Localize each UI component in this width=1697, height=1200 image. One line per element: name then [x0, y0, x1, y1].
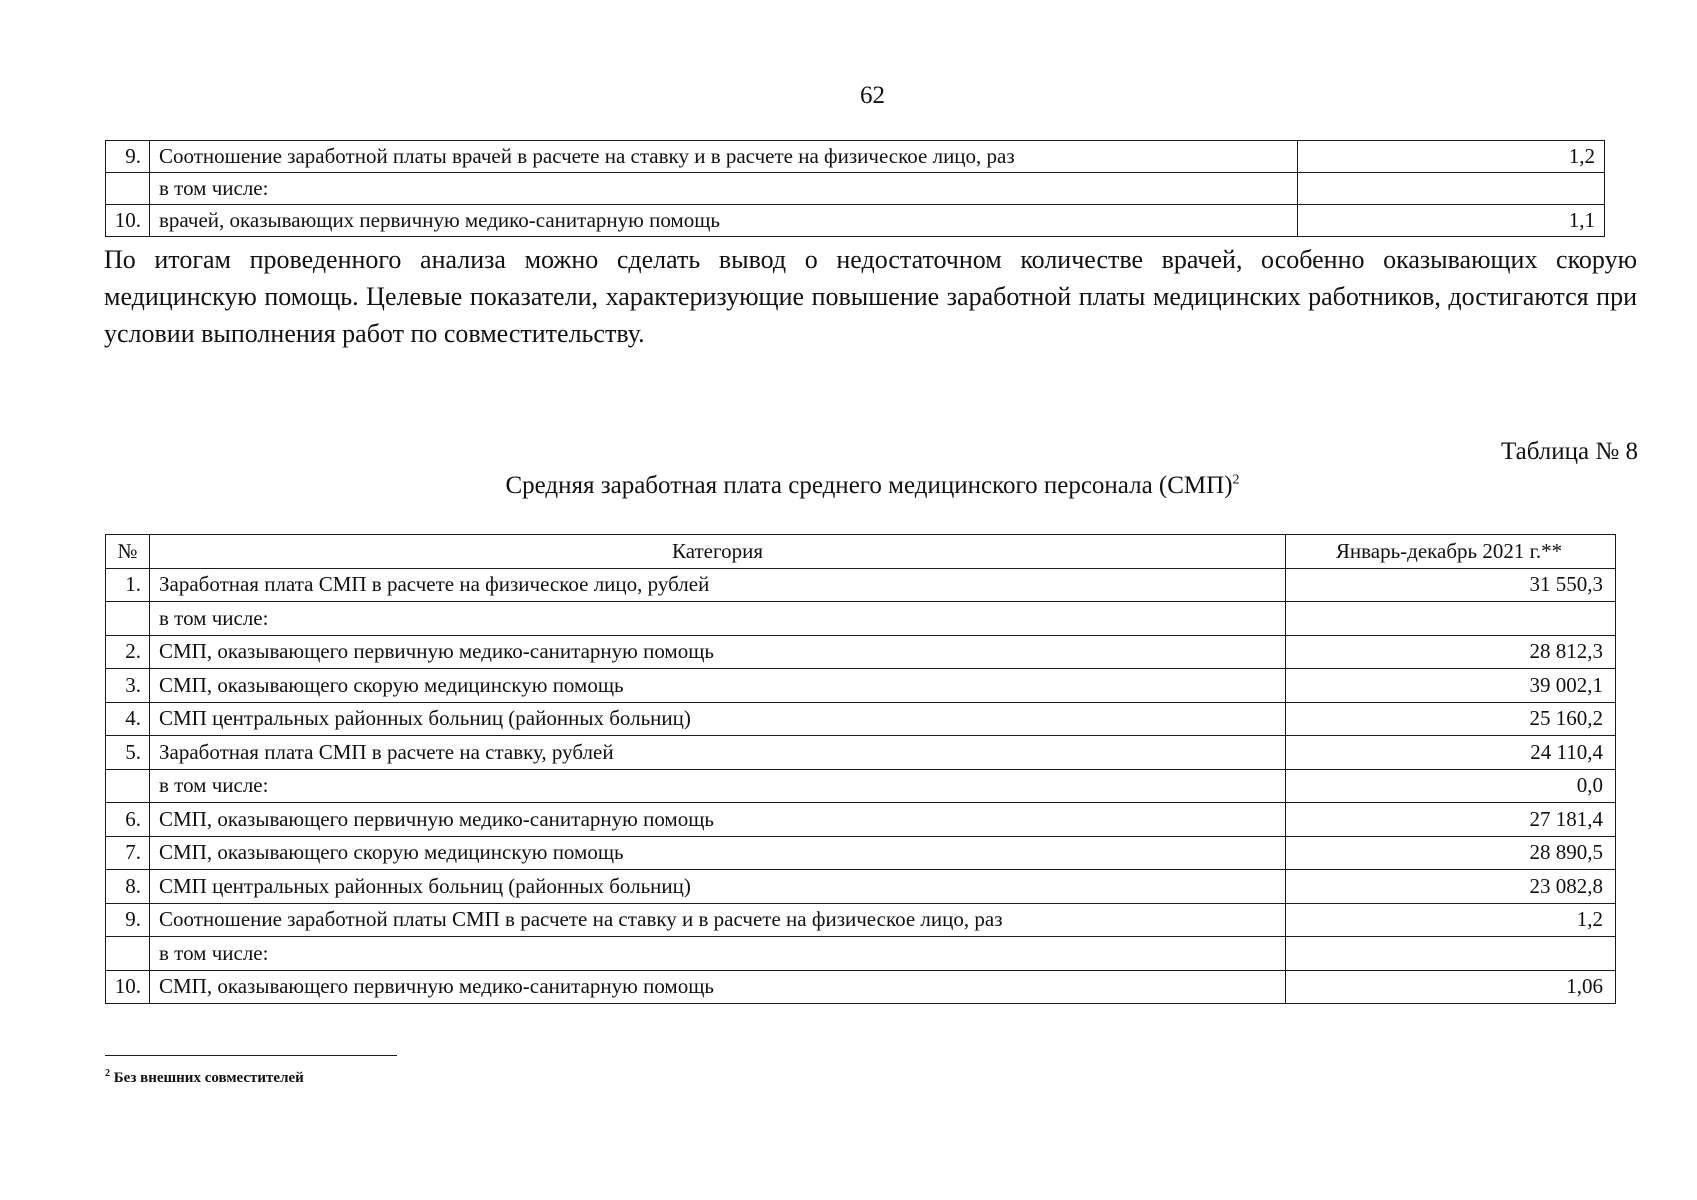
table-row	[106, 669, 1616, 703]
row-number: 2.	[106, 635, 150, 669]
row-number: 4.	[106, 702, 150, 736]
row-category: СМП центральных районных больниц (районных больниц)	[150, 702, 1286, 736]
table-label: Таблица № 8	[1500, 438, 1638, 465]
row-number: 9.	[106, 903, 150, 937]
row-value: 1,2	[1286, 903, 1616, 937]
row-number: 3.	[106, 669, 150, 703]
row-value	[1286, 937, 1616, 971]
row-number	[106, 602, 150, 636]
table-row	[106, 205, 1605, 237]
row-value: 27 181,4	[1286, 803, 1616, 837]
continued-table-body	[106, 141, 1605, 237]
row-number: 1.	[106, 568, 150, 602]
row-category: СМП, оказывающего первичную медико-санитарную помощь	[150, 803, 1286, 837]
table-title-text: Средняя заработная плата среднего медицинского персонала (СМП)	[505, 472, 1233, 499]
row-value	[1286, 602, 1616, 636]
row-category: в том числе:	[150, 937, 1286, 971]
row-category: СМП, оказывающего скорую медицинскую помощь	[150, 669, 1286, 703]
table-row	[106, 937, 1616, 971]
smp-salary-table-head	[106, 535, 1616, 569]
table-row	[106, 702, 1616, 736]
smp-salary-table-body	[106, 568, 1616, 1004]
table-header-row	[106, 535, 1616, 569]
row-category: СМП центральных районных больниц (районных больниц)	[150, 870, 1286, 904]
row-number	[106, 769, 150, 803]
table-row	[106, 870, 1616, 904]
row-category: Заработная плата СМП в расчете на физическое лицо, рублей	[150, 568, 1286, 602]
analysis-paragraph: По итогам проведенного анализа можно сделать вывод о недостаточном количестве врачей, особенно оказывающих скорую медицинскую помощь. Целевые показатели, характеризующие повышение заработной платы медицинских работников, достигаются при условии выполнения работ по совместительству.	[104, 245, 1637, 348]
row-value: 28 890,5	[1286, 836, 1616, 870]
row-category: СМП, оказывающего скорую медицинскую помощь	[150, 836, 1286, 870]
footnote	[105, 1068, 304, 1087]
row-number: 10.	[106, 970, 150, 1004]
table-row	[106, 736, 1616, 770]
row-value: 39 002,1	[1286, 669, 1616, 703]
table-row	[106, 903, 1616, 937]
footnote-text: Без внешних совместителей	[110, 1070, 304, 1086]
row-category: в том числе:	[150, 769, 1286, 803]
row-value: 24 110,4	[1286, 736, 1616, 770]
table-row	[106, 602, 1616, 636]
row-number	[106, 173, 150, 205]
row-number: 6.	[106, 803, 150, 837]
row-value: 31 550,3	[1286, 568, 1616, 602]
row-value: 25 160,2	[1286, 702, 1616, 736]
row-number: 7.	[106, 836, 150, 870]
header-num: №	[106, 535, 150, 569]
row-category: СМП, оказывающего первичную медико-санитарную помощь	[150, 970, 1286, 1004]
row-number: 5.	[106, 736, 150, 770]
table-row	[106, 635, 1616, 669]
table-row	[106, 803, 1616, 837]
row-value: 23 082,8	[1286, 870, 1616, 904]
row-category: врачей, оказывающих первичную медико-санитарную помощь	[150, 205, 1298, 237]
page-number: 62	[860, 82, 885, 109]
row-category: Заработная плата СМП в расчете на ставку, рублей	[150, 736, 1286, 770]
row-category: СМП, оказывающего первичную медико-санитарную помощь	[150, 635, 1286, 669]
row-category: Соотношение заработной платы СМП в расчете на ставку и в расчете на физическое лицо, раз	[150, 903, 1286, 937]
table-row	[106, 141, 1605, 173]
row-value	[1298, 173, 1605, 205]
row-category: Соотношение заработной платы врачей в расчете на ставку и в расчете на физическое лицо, раз	[150, 141, 1298, 173]
footnote-mark: 2	[105, 1068, 110, 1079]
table-title-footnote-mark: 2	[1232, 472, 1240, 488]
row-value: 1,06	[1286, 970, 1616, 1004]
row-value: 0,0	[1286, 769, 1616, 803]
smp-salary-table	[105, 534, 1616, 1004]
header-category: Категория	[150, 535, 1286, 569]
footnote-divider	[105, 1055, 397, 1056]
row-number	[106, 937, 150, 971]
table-row	[106, 769, 1616, 803]
row-number: 8.	[106, 870, 150, 904]
table-row	[106, 173, 1605, 205]
table-row	[106, 568, 1616, 602]
row-number: 10.	[106, 205, 150, 237]
row-category: в том числе:	[150, 602, 1286, 636]
table-row	[106, 836, 1616, 870]
row-value: 1,1	[1298, 205, 1605, 237]
header-period: Январь-декабрь 2021 г.**	[1286, 535, 1616, 569]
row-value: 28 812,3	[1286, 635, 1616, 669]
row-number: 9.	[106, 141, 150, 173]
continued-table	[105, 140, 1605, 237]
table-title	[0, 472, 1697, 500]
table-row	[106, 970, 1616, 1004]
row-category: в том числе:	[150, 173, 1298, 205]
row-value: 1,2	[1298, 141, 1605, 173]
